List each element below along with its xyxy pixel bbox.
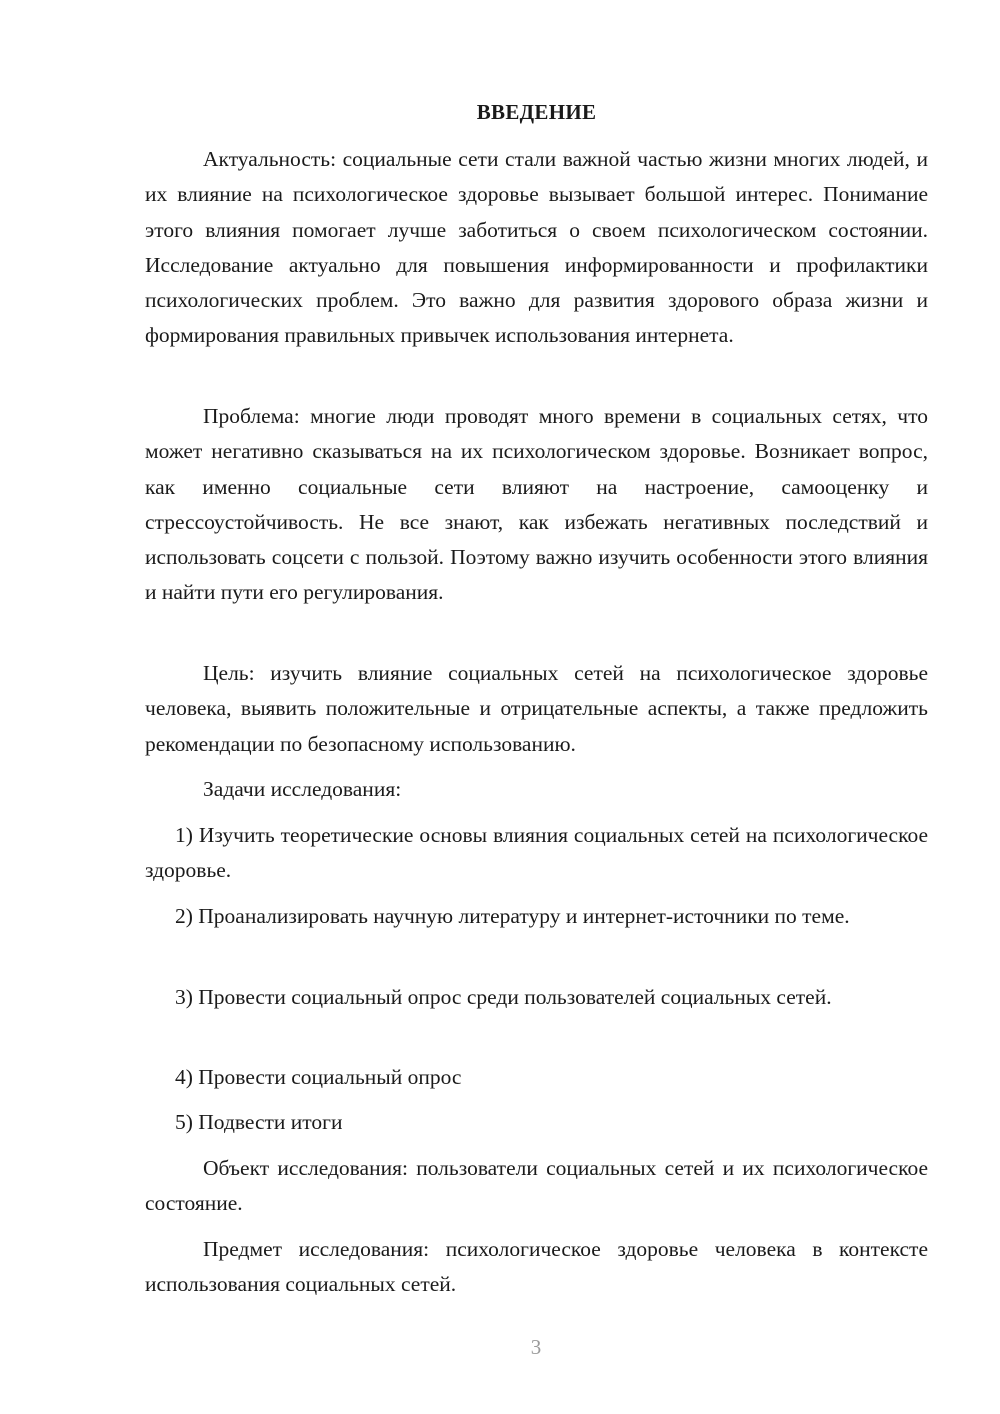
task-item-4: 4) Провести социальный опрос [175,1065,462,1089]
task-item-1: 1) Изучить теоретические основы влияния социальных сетей на психологическое здоровье. [145,823,928,883]
task-item-5: 5) Подвести итоги [175,1110,343,1134]
section-title: ВВЕДЕНИЕ [476,100,597,124]
tasks-heading: Задачи исследования: [203,777,402,801]
paragraph-goal: Цель: изучить влияние социальных сетей на психологическое здоровье человека, выявить положительные и отрицательные аспекты, а также предложить рекомендации по безопасному использованию. [145,661,928,756]
task-item-2: 2) Проанализировать научную литературу и интернет-источники по теме. [175,904,850,928]
paragraph-object: Объект исследования: пользователи социальных сетей и их психологическое состояние. [145,1156,928,1216]
task-item-3: 3) Провести социальный опрос среди пользователей социальных сетей. [175,985,832,1009]
paragraph-relevance: Актуальность: социальные сети стали важной частью жизни многих людей, и их влияние на психологическое здоровье вызывает большой интерес. Понимание этого влияния помогает лучше заботиться о своем психологическом состоянии. Исследование актуально для повышения информированности и профилактики психологических проблем. Это важно для развития здорового образа жизни и формирования правильных привычек использования интернета. [145,147,928,348]
paragraph-subject: Предмет исследования: психологическое здоровье человека в контексте использования социальных сетей. [145,1237,928,1297]
paragraph-problem: Проблема: многие люди проводят много времени в социальных сетях, что может негативно сказываться на их психологическом здоровье. Возникает вопрос, как именно социальные сети влияют на настроение, самооценку и стрессоустойчивость. Не все знают, как избежать негативных последствий и использовать соцсети с пользой. Поэтому важно изучить особенности этого влияния и найти пути его регулирования. [145,404,928,605]
page-number: 3 [530,1335,542,1359]
